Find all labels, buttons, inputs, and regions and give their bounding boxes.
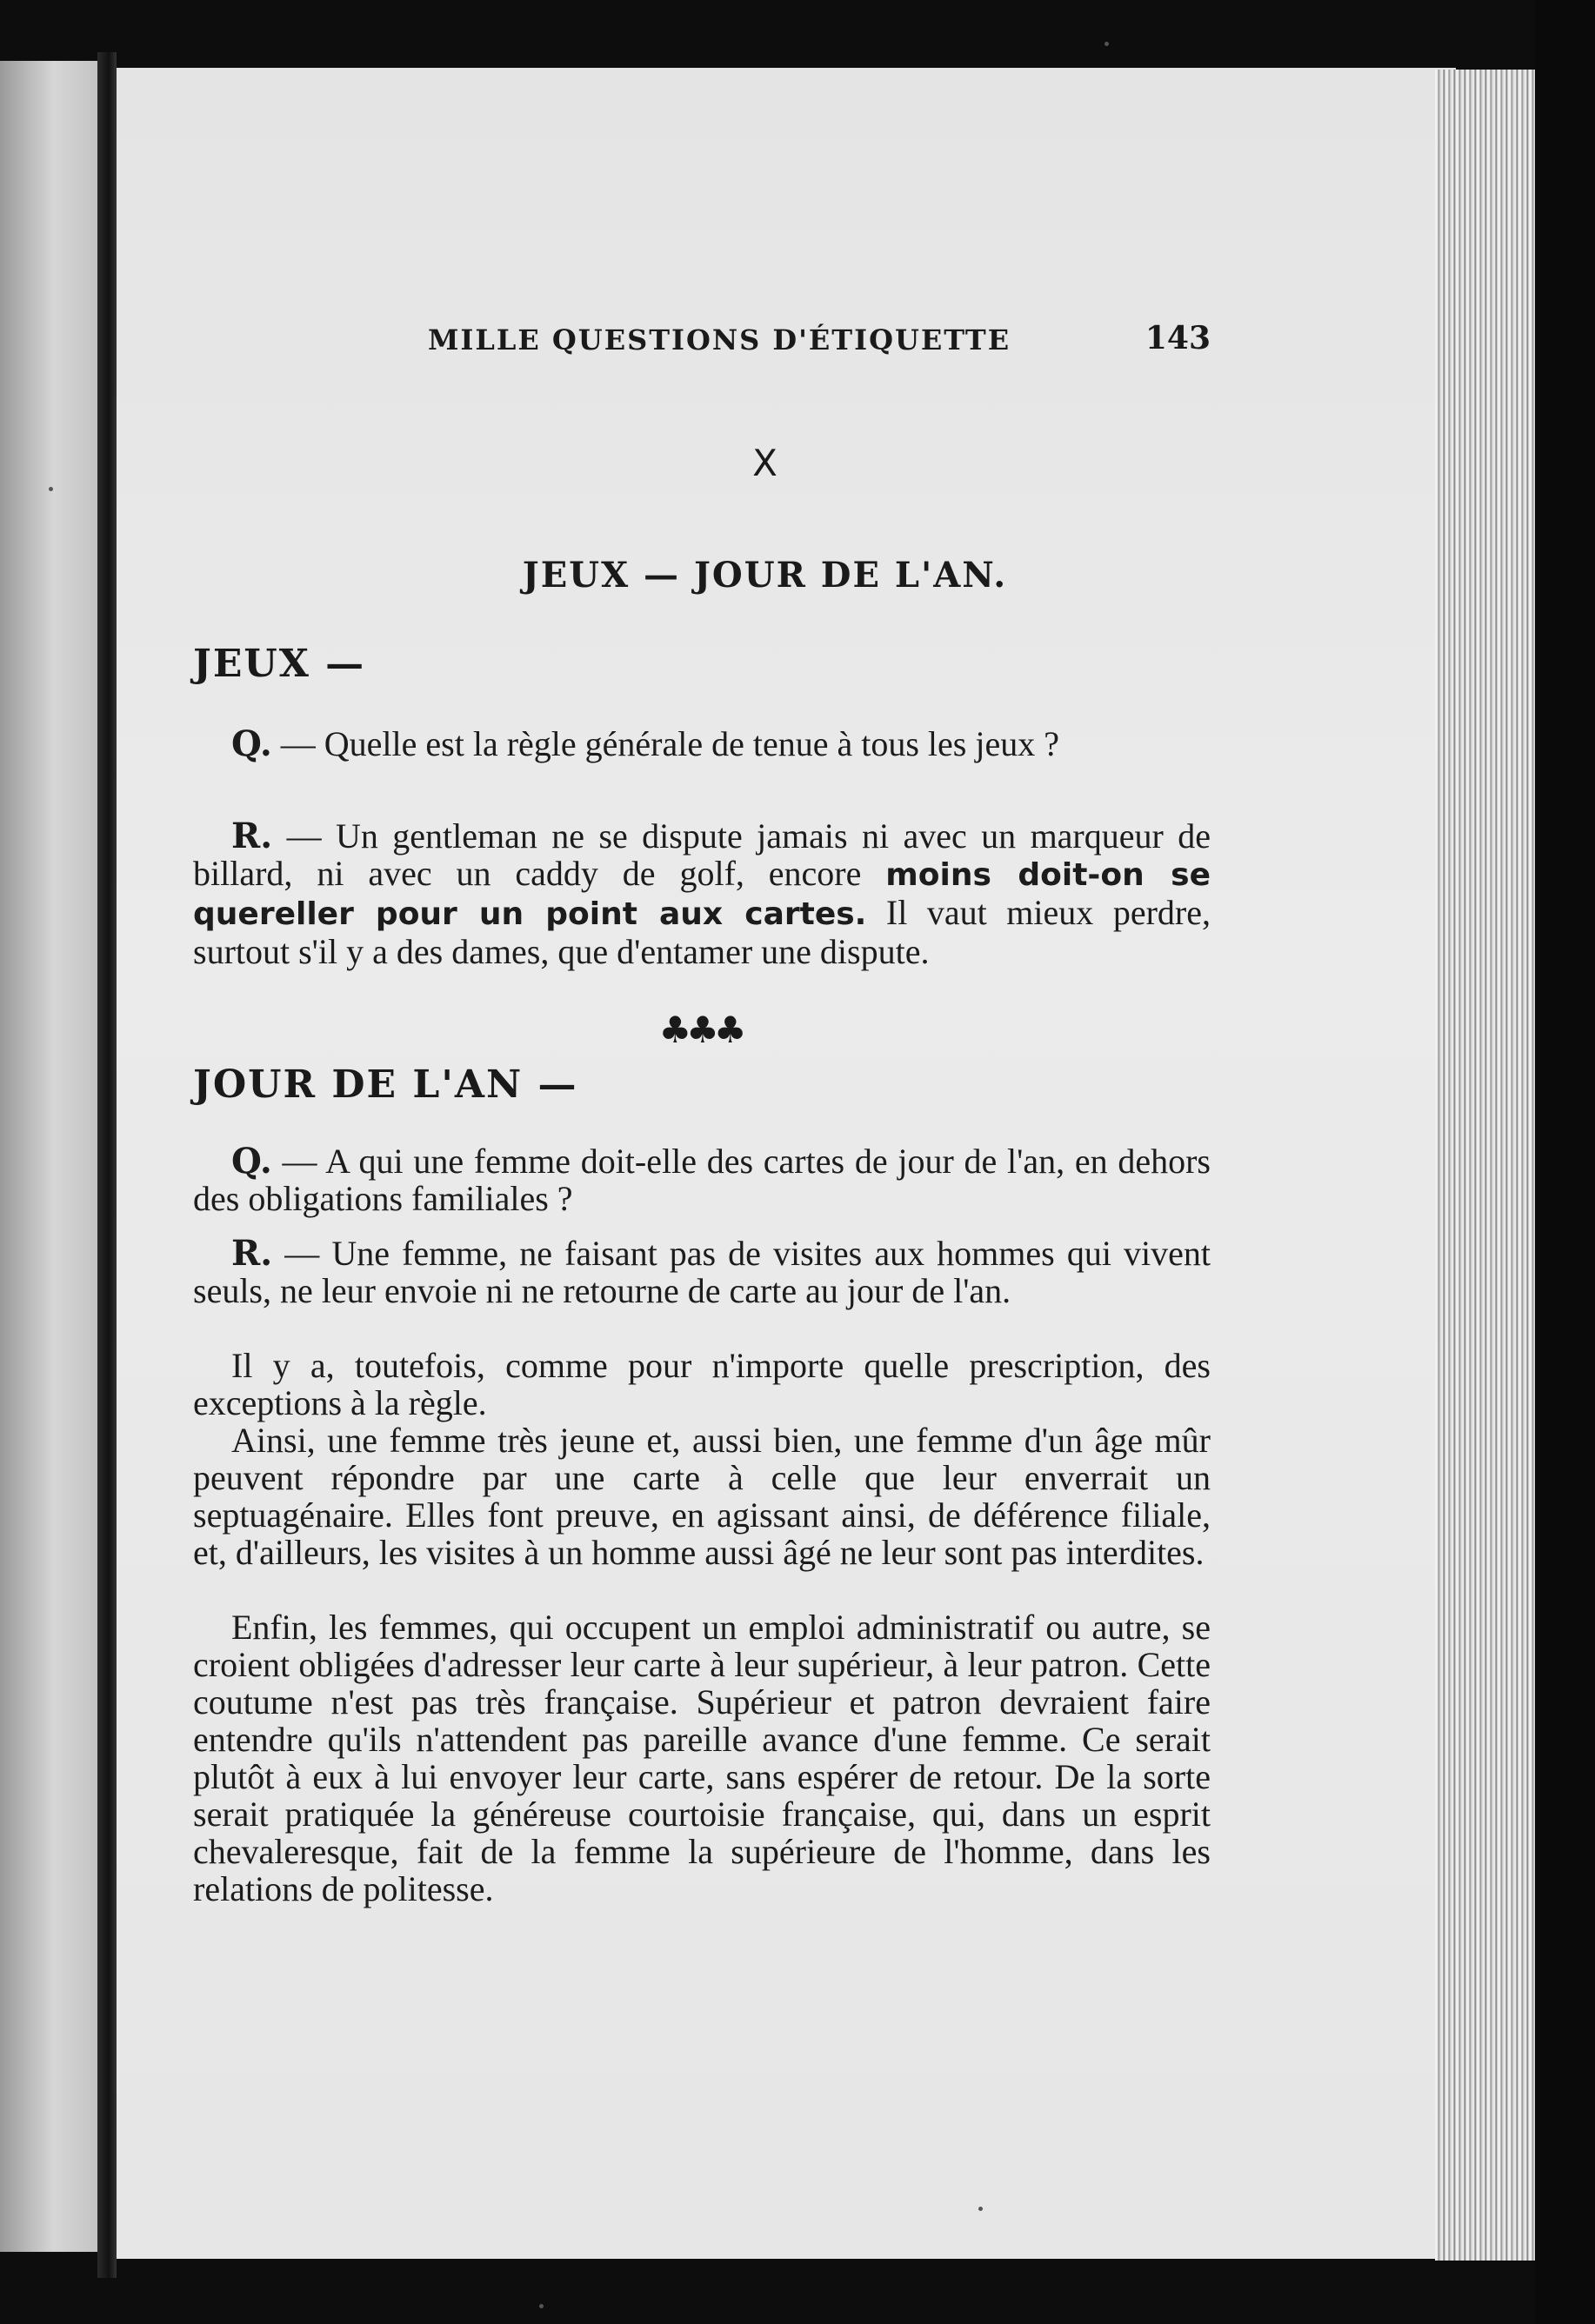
answer-text: — Un gentleman ne se dispute jamais ni avec un marqueur de billard, ni avec un caddy de golf, encore [193, 816, 1211, 893]
answer-text-after: Il vaut mieux perdre, surtout s'il y a des dames, que d'entamer une dispute. [193, 893, 1211, 971]
question-text: — A qui une femme doit-elle des cartes de jour de l'an, en dehors des obligations familiales ? [193, 1142, 1211, 1218]
answer-text: — Une femme, ne faisant pas de visites aux hommes qui vivent seuls, ne leur envoie ni ne retourne de carte au jour de l'an. [193, 1234, 1211, 1310]
section-ornament: ♣♣♣ [658, 1009, 742, 1051]
question-marker: Q. [231, 1141, 272, 1182]
running-title: MILLE QUESTIONS D'ÉTIQUETTE [428, 323, 1011, 356]
section-heading-jour-de-lan: JOUR DE L'AN — [193, 1062, 578, 1107]
section-heading-jeux: JEUX — [193, 642, 366, 686]
question-jeux [193, 725, 1211, 762]
book-gutter [97, 52, 117, 2278]
scan-background [1535, 0, 1595, 2324]
answer-jour-de-lan [193, 1235, 1211, 1309]
chapter-number: X [752, 442, 777, 484]
page-number: 143 [1145, 320, 1211, 356]
paragraph-exceptions: Il y a, toutefois, comme pour n'importe quelle prescription, des exceptions à la règle. [193, 1346, 1211, 1422]
page-stack-edges [1435, 70, 1535, 2261]
question-jour-de-lan [193, 1142, 1211, 1217]
answer-marker: R. [231, 816, 273, 856]
answer-bold-text: moins doit-on se quereller pour un point aux cartes. [193, 857, 1211, 932]
paragraph-ainsi: Ainsi, une femme très jeune et, aussi bien, une femme d'un âge mûr peuvent répondre par une carte à celle que leur enverrait un septuagénaire. Elles font preuve, en agissant ainsi, de déférence filiale, et, d'ailleurs, les visites à un homme aussi âgé ne leur sont pas interdites. [193, 1421, 1211, 1572]
facing-page-edge [0, 61, 97, 2252]
paragraph-enfin: Enfin, les femmes, qui occupent un emploi administratif ou autre, se croient obligées d'adresser leur carte à leur supérieur, à leur patron. Cette coutume n'est pas très française. Supérieur et patron devraient faire entendre qu'ils n'attendent pas pareille avance d'une femme. Ce serait plutôt à eux à lui envoyer leur carte, sans espérer de retour. De la sorte serait pratiquée la généreuse courtoisie française, qui, dans un esprit chevaleresque, fait de la femme la supérieure de l'homme, dans les relations de politesse. [193, 1608, 1211, 1908]
chapter-title: JEUX — JOUR DE L'AN. [522, 555, 1008, 596]
answer-jeux [193, 817, 1211, 970]
answer-marker: R. [231, 1233, 273, 1274]
question-text: — Quelle est la règle générale de tenue à tous les jeux ? [271, 724, 1059, 763]
question-marker: Q. [231, 723, 272, 764]
